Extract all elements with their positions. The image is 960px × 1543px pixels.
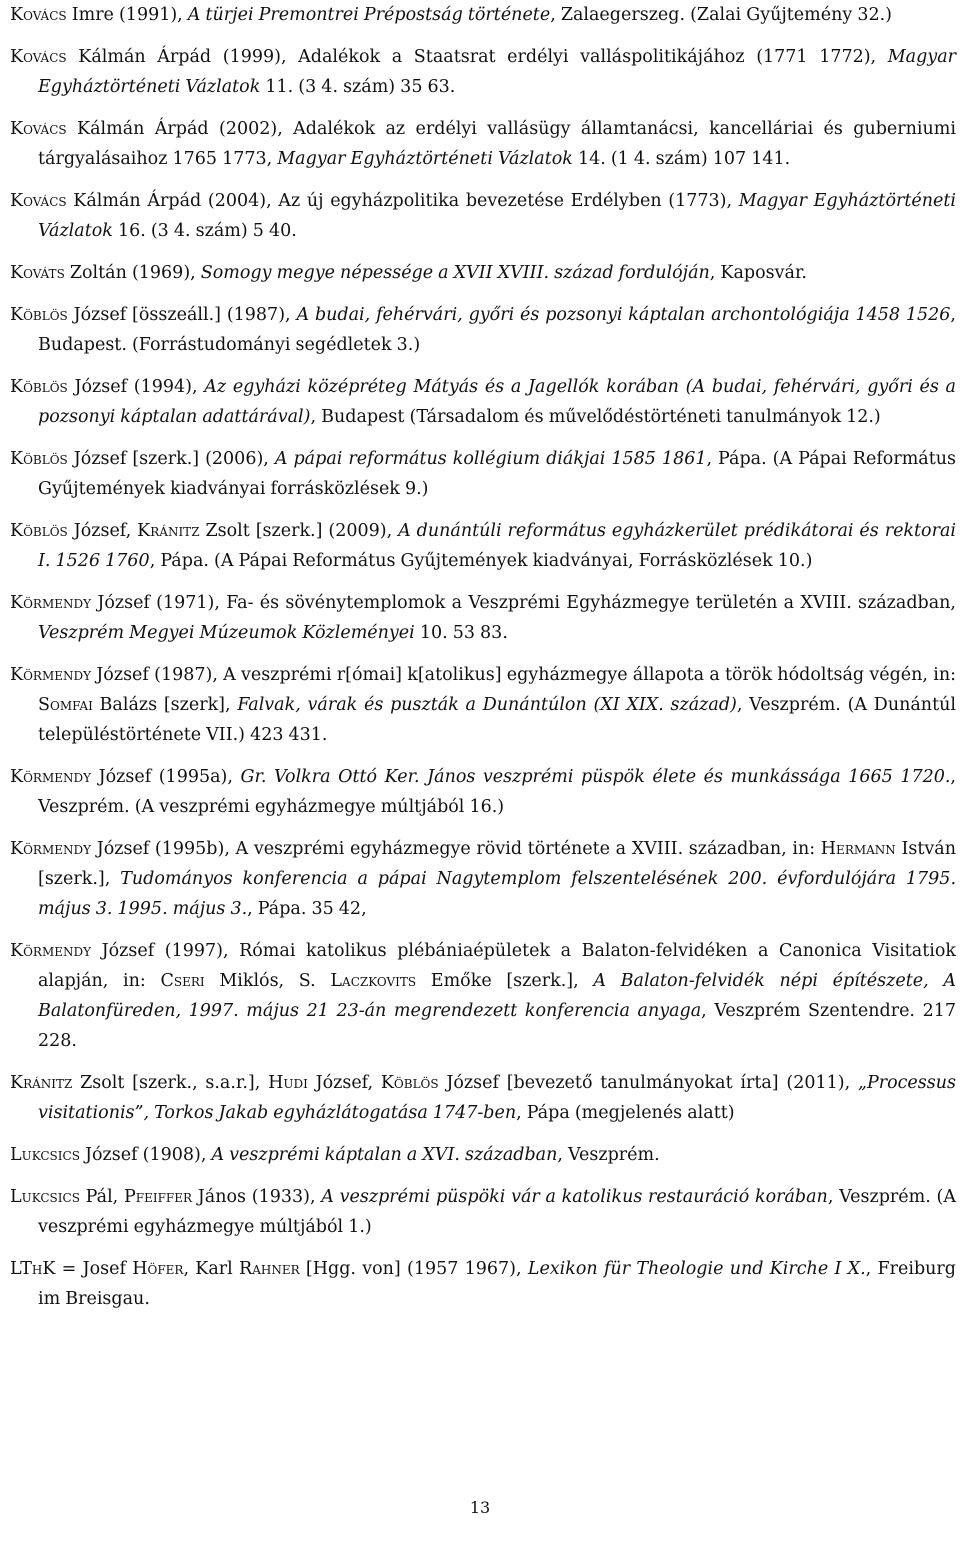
bibliography-entry [10, 186, 956, 246]
work-title: A budai, fehérvári, győri és pozsonyi káptalan archontológiája 1458 1526 [296, 305, 951, 325]
author-name: Körmendy [10, 767, 92, 787]
work-title: A pápai református kollégium diákjai 1585 1861 [274, 449, 707, 469]
author-name: Laczkovits [330, 971, 417, 991]
bibliography-entry [10, 834, 956, 924]
entry-text: , Budapest. (Forrástudományi segédletek 3.) [38, 305, 956, 355]
entry-text: Zsolt [szerk., s.a.r.], [72, 1073, 269, 1093]
entry-text: József (1987), A veszprémi r[ómai] k[atolikus] egyházmegye állapota a török hódoltság végén, in: [91, 665, 956, 685]
bibliography-list [10, 0, 956, 1326]
author-name: Höfer [132, 1259, 184, 1279]
entry-text: , Veszprém Szentendre. 217 228. [38, 1001, 956, 1051]
author-name: Cseri [160, 971, 205, 991]
work-title: „Processus visitationis”, Torkos Jakab egyházlátogatása 1747-ben [38, 1073, 956, 1123]
bibliography-entry [10, 372, 956, 432]
author-name: Lukcsics [10, 1145, 80, 1165]
bibliography-entry [10, 1182, 956, 1242]
work-title: Veszprém Megyei Múzeumok Közleményei [38, 623, 415, 643]
entry-text: István [szerk.], [38, 839, 956, 889]
bibliography-entry [10, 936, 956, 1056]
entry-text: Balázs [szerk], [92, 695, 238, 715]
author-name: Kovács [10, 5, 67, 25]
work-title: Falvak, várak és puszták a Dunántúlon (XI XIX. század) [237, 695, 737, 715]
entry-text: 11. (3 4. szám) 35 63. [260, 77, 456, 97]
author-name: Hudi [268, 1073, 308, 1093]
page-number: 13 [469, 1498, 491, 1517]
work-title: Gr. Volkra Ottó Ker. János veszprémi püspök élete és munkássága 1665 1720. [240, 767, 951, 787]
entry-text: Emőke [szerk.], [416, 971, 594, 991]
entry-text: József [bevezető tanulmányokat írta] (2011), [438, 1073, 858, 1093]
entry-text: 16. (3 4. szám) 5 40. [112, 221, 297, 241]
author-name: Rahner [239, 1259, 300, 1279]
entry-text: , Zalaegerszeg. (Zalai Gyűjtemény 32.) [550, 5, 892, 25]
author-name: Köblös [10, 521, 68, 541]
author-name: Körmendy [10, 593, 92, 613]
author-name: Kránitz [10, 1073, 73, 1093]
work-title: Magyar Egyháztörténeti Vázlatok [277, 149, 573, 169]
entry-text: , Pápa. (A Pápai Református Gyűjtemények kiadványai, Forrásközlések 10.) [149, 551, 813, 571]
author-name: Somfai [38, 695, 93, 715]
bibliography-entry [10, 762, 956, 822]
entry-text: József (1995b), A veszprémi egyházmegye rövid története a XVIII. században, in: [91, 839, 821, 859]
bibliography-entry [10, 300, 956, 360]
bibliography-entry [10, 1068, 956, 1128]
entry-text: Pál, [79, 1187, 124, 1207]
entry-text: , Veszprém. (A veszprémi egyházmegye múltjából 16.) [38, 767, 956, 817]
work-title: A Balaton-felvidék népi építészete, A Balatonfüreden, 1997. május 21 23-án megrendezett konferencia anyaga [38, 971, 956, 1021]
author-name: Körmendy [10, 839, 92, 859]
author-name: Köblös [10, 449, 68, 469]
entry-text: Zoltán (1969), [64, 263, 201, 283]
entry-text: József (1995a), [91, 767, 241, 787]
entry-text: , Kaposvár. [709, 263, 807, 283]
work-title: A veszprémi püspöki vár a katolikus restauráció korában [321, 1187, 828, 1207]
entry-text: Kálmán Árpád (1999), Adalékok a Staatsrat erdélyi valláspolitikájához (1771 1772), [66, 47, 888, 67]
bibliography-entry [10, 660, 956, 750]
work-title: A dunántúli református egyházkerület prédikátorai és rektorai I. 1526 1760 [38, 521, 956, 571]
bibliography-entry [10, 588, 956, 648]
entry-text: József, [307, 1073, 381, 1093]
entry-text: , Karl [183, 1259, 240, 1279]
entry-text: Miklós, S. [204, 971, 331, 991]
entry-text: , Pápa. 35 42, [247, 899, 367, 919]
bibliography-entry [10, 42, 956, 102]
author-name: Lukcsics [10, 1187, 80, 1207]
entry-text: = Josef [55, 1259, 133, 1279]
entry-text: József, [67, 521, 138, 541]
entry-text: , Veszprém. [557, 1145, 660, 1165]
entry-text: Zsolt [szerk.] (2009), [199, 521, 399, 541]
author-name: Kovács [10, 47, 67, 67]
entry-text: József (1908), [79, 1145, 212, 1165]
entry-text: József (1997), Római katolikus plébániaépületek a Balaton-felvidéken a Canonica Visitatiok alapján, in: [38, 941, 956, 991]
author-name: Köblös [10, 305, 68, 325]
author-name: Kovács [10, 119, 67, 139]
entry-text: , Veszprém. (A Dunántúl településtörténete VII.) 423 431. [38, 695, 956, 745]
work-title: A türjei Premontrei Prépostság története [187, 5, 551, 25]
author-name: Köblös [10, 377, 68, 397]
author-name: Körmendy [10, 941, 92, 961]
bibliography-entry [10, 516, 956, 576]
entry-text: , Freiburg im Breisgau. [38, 1259, 956, 1309]
author-name: Kovács [10, 191, 67, 211]
entry-text: 10. 53 83. [414, 623, 508, 643]
entry-text: Imre (1991), [66, 5, 188, 25]
entry-text: [Hgg. von] (1957 1967), [299, 1259, 528, 1279]
entry-text: József (1971), Fa- és sövénytemplomok a Veszprémi Egyházmegye területén a XVIII. században, [91, 593, 956, 613]
work-title: Az egyházi középréteg Mátyás és a Jagellók korában (A budai, fehérvári, győri és a pozsonyi káptalan adattárával) [38, 377, 956, 427]
work-title: A veszprémi káptalan a XVI. században [211, 1145, 558, 1165]
author-name: Kránitz [137, 521, 200, 541]
entry-text: , Veszprém. (A veszprémi egyházmegye múltjából 1.) [38, 1187, 957, 1237]
bibliography-entry [10, 0, 956, 30]
bibliography-entry [10, 114, 956, 174]
entry-text: 14. (1 4. szám) 107 141. [572, 149, 791, 169]
bibliography-entry [10, 1140, 956, 1170]
work-title: Tudományos konferencia a pápai Nagytemplom felszentelésének 200. évfordulójára 1795. május 3. 1995. május 3. [38, 869, 957, 919]
entry-text: , Pápa. (A Pápai Református Gyűjtemények kiadványai forrásközlések 9.) [38, 449, 957, 499]
bibliography-entry [10, 444, 956, 504]
work-title: Somogy megye népessége a XVII XVIII. század fordulóján [200, 263, 710, 283]
author-name: Körmendy [10, 665, 92, 685]
entry-text: József [szerk.] (2006), [67, 449, 275, 469]
entry-text: , Pápa (megjelenés alatt) [516, 1103, 735, 1123]
author-name: Köblös [380, 1073, 439, 1093]
entry-text: , Budapest (Társadalom és művelődéstörténeti tanulmányok 12.) [310, 407, 881, 427]
entry-text: Kálmán Árpád (2002), Adalékok az erdélyi vallásügy államtanácsi, kancelláriai és guberniumi tárgyalásaihoz 1765 1773, [38, 119, 956, 169]
author-name: Pfeiffer [123, 1187, 193, 1207]
bibliography-entry [10, 258, 956, 288]
entry-text: József [összeáll.] (1987), [67, 305, 297, 325]
work-title: Magyar Egyháztörténeti Vázlatok [38, 47, 956, 97]
entry-text: József (1994), [67, 377, 205, 397]
bibliography-entry [10, 1254, 956, 1314]
work-title: Magyar Egyháztörténeti Vázlatok [38, 191, 956, 241]
author-name: Kováts [10, 263, 65, 283]
entry-text: Kálmán Árpád (2004), Az új egyházpolitika bevezetése Erdélyben (1773), [66, 191, 739, 211]
entry-text: János (1933), [192, 1187, 322, 1207]
work-title: Lexikon für Theologie und Kirche I X. [527, 1259, 866, 1279]
author-name: Hermann [820, 839, 896, 859]
author-name: LThK [10, 1259, 56, 1279]
